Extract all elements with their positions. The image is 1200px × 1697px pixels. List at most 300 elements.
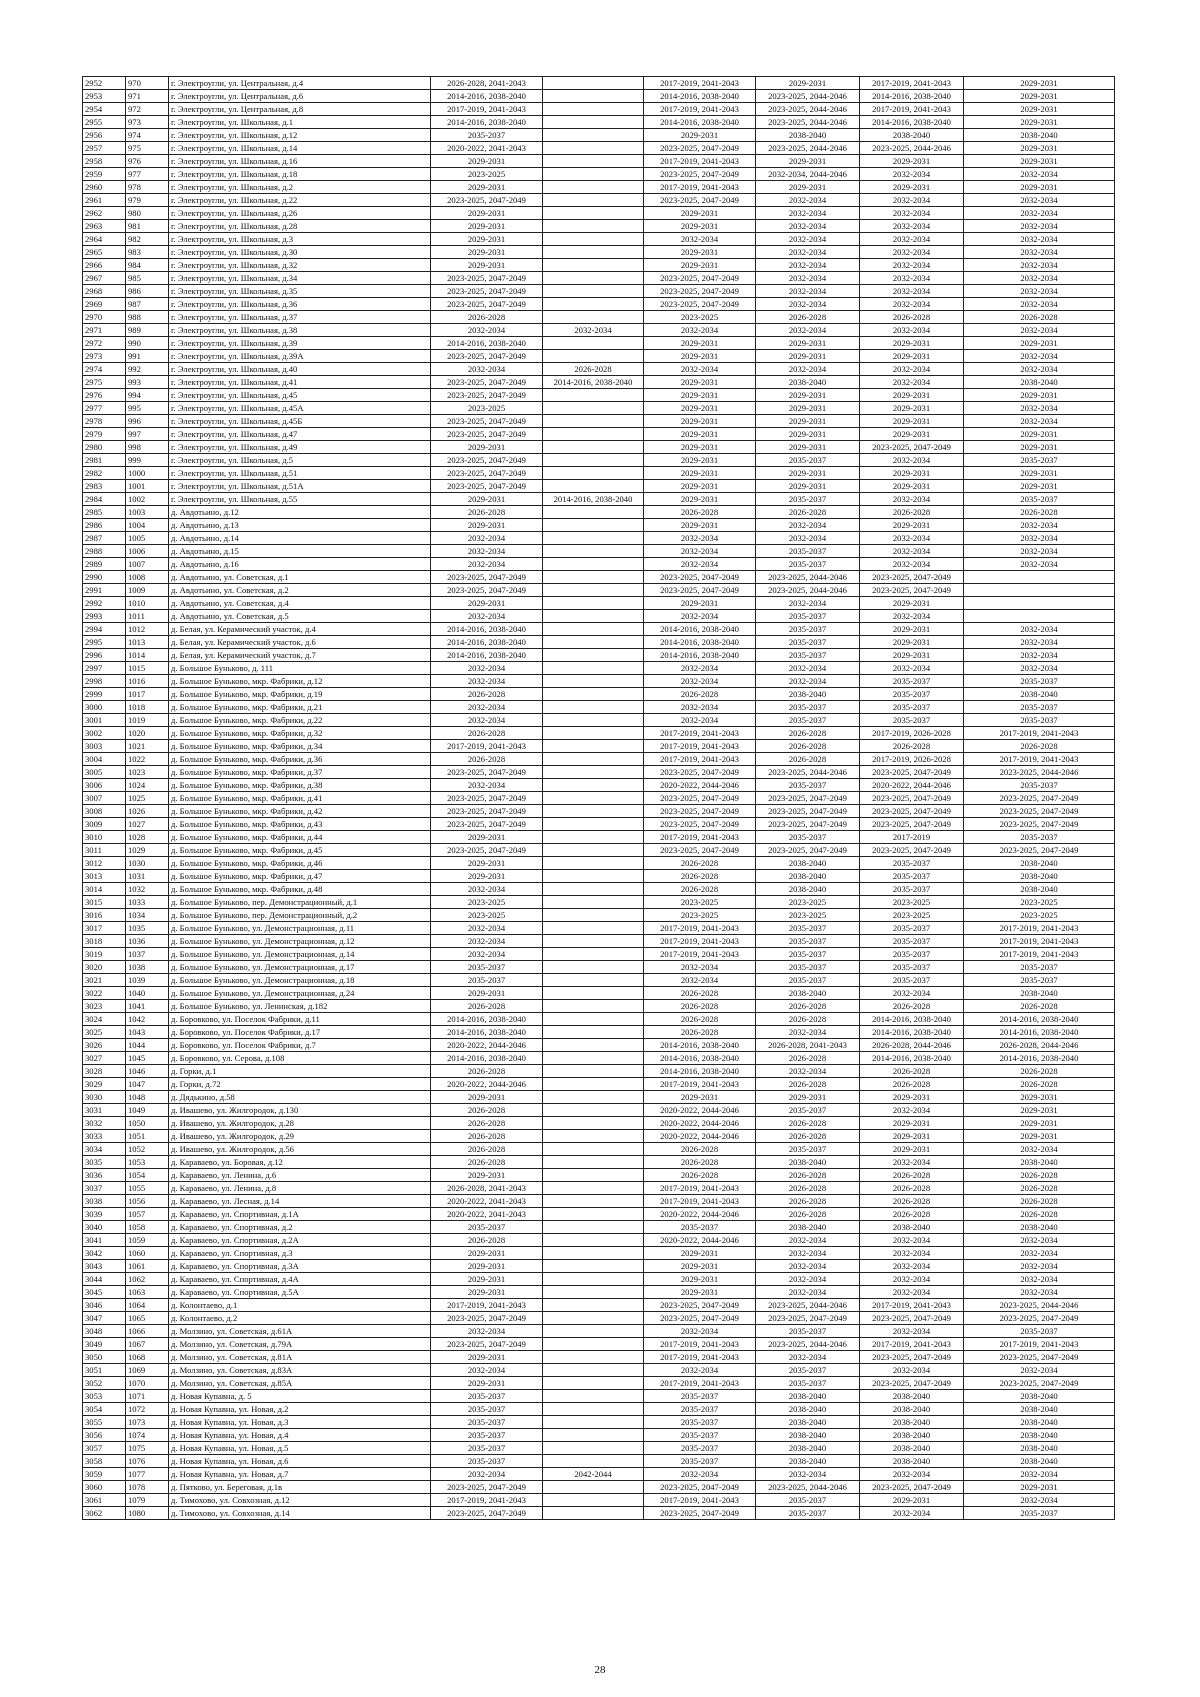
table-cell-p5: 2032-2034 [860, 1468, 964, 1481]
table-row [83, 727, 1115, 740]
table-cell-p5: 2029-2031 [860, 1494, 964, 1507]
table-row [83, 870, 1115, 883]
table-cell-p3: 2017-2019, 2041-2043 [644, 831, 756, 844]
table-cell-p1: 2026-2028 [431, 727, 543, 740]
table-cell-p4: 2026-2028 [756, 1117, 860, 1130]
table-cell-p4: 2029-2031 [756, 480, 860, 493]
table-cell-address: д. Боровково, ул. Поселок Фабрики, д.17 [169, 1026, 431, 1039]
table-cell-no: 3053 [83, 1390, 126, 1403]
table-cell-p1: 2014-2016, 2038-2040 [431, 90, 543, 103]
table-cell-no: 2972 [83, 337, 126, 350]
table-cell-address: г. Электроугли, ул. Школьная, д.37 [169, 311, 431, 324]
table-cell-p4: 2032-2034 [756, 194, 860, 207]
table-cell-p6: 2038-2040 [964, 1221, 1115, 1234]
table-cell-p5: 2029-2031 [860, 402, 964, 415]
table-row [83, 922, 1115, 935]
table-cell-p3: 2032-2034 [644, 701, 756, 714]
table-cell-id: 994 [126, 389, 169, 402]
table-cell-p3: 2029-2031 [644, 389, 756, 402]
table-cell-p1: 2032-2034 [431, 1468, 543, 1481]
table-cell-no: 2960 [83, 181, 126, 194]
table-cell-p6: 2023-2025 [964, 896, 1115, 909]
table-cell-p6: 2032-2034 [964, 324, 1115, 337]
table-cell-p2 [543, 311, 644, 324]
table-cell-p3: 2026-2028 [644, 506, 756, 519]
table-cell-p4: 2026-2028 [756, 1208, 860, 1221]
table-cell-id: 1037 [126, 948, 169, 961]
table-cell-address: д. Тимохово, ул. Совхозная, д.14 [169, 1507, 431, 1520]
table-cell-p3: 2029-2031 [644, 428, 756, 441]
table-cell-id: 1060 [126, 1247, 169, 1260]
table-cell-p2 [543, 506, 644, 519]
table-cell-p1: 2023-2025, 2047-2049 [431, 805, 543, 818]
table-cell-p3: 2014-2016, 2038-2040 [644, 1039, 756, 1052]
table-cell-p3: 2026-2028 [644, 870, 756, 883]
table-cell-p5: 2038-2040 [860, 1221, 964, 1234]
table-row [83, 415, 1115, 428]
table-cell-p1: 2023-2025, 2047-2049 [431, 844, 543, 857]
table-cell-p1: 2026-2028 [431, 1143, 543, 1156]
table-cell-p5: 2023-2025, 2044-2046 [860, 142, 964, 155]
table-cell-p5: 2029-2031 [860, 467, 964, 480]
table-cell-p5: 2023-2025, 2047-2049 [860, 1351, 964, 1364]
table-cell-p5: 2032-2034 [860, 298, 964, 311]
table-cell-p4: 2023-2025, 2044-2046 [756, 103, 860, 116]
table-row [83, 805, 1115, 818]
table-cell-p2: 2014-2016, 2038-2040 [543, 493, 644, 506]
table-cell-p5: 2032-2034 [860, 454, 964, 467]
table-cell-id: 1057 [126, 1208, 169, 1221]
table-cell-p4: 2035-2037 [756, 610, 860, 623]
table-cell-p2 [543, 922, 644, 935]
table-cell-p3: 2032-2034 [644, 974, 756, 987]
table-cell-p2 [543, 883, 644, 896]
table-row [83, 1026, 1115, 1039]
table-cell-address: г. Электроугли, ул. Школьная, д.22 [169, 194, 431, 207]
table-cell-p2 [543, 428, 644, 441]
table-cell-p5: 2032-2034 [860, 1286, 964, 1299]
table-cell-p2 [543, 194, 644, 207]
table-cell-p3: 2020-2022, 2044-2046 [644, 1234, 756, 1247]
table-cell-address: д. Новая Купавна, ул. Новая, д.4 [169, 1429, 431, 1442]
table-cell-address: д. Новая Купавна, ул. Новая, д.6 [169, 1455, 431, 1468]
table-row [83, 467, 1115, 480]
table-cell-p3: 2023-2025 [644, 311, 756, 324]
table-cell-p3: 2029-2031 [644, 519, 756, 532]
table-cell-p4: 2038-2040 [756, 688, 860, 701]
table-cell-p1: 2035-2037 [431, 1429, 543, 1442]
table-cell-p6: 2032-2034 [964, 532, 1115, 545]
table-cell-no: 3001 [83, 714, 126, 727]
table-cell-p1: 2023-2025, 2047-2049 [431, 194, 543, 207]
table-cell-no: 3059 [83, 1468, 126, 1481]
table-cell-p1: 2035-2037 [431, 1403, 543, 1416]
table-cell-p3: 2023-2025, 2047-2049 [644, 272, 756, 285]
table-cell-p4: 2032-2034 [756, 220, 860, 233]
table-cell-address: д. Большое Буньково, мкр. Фабрики, д.34 [169, 740, 431, 753]
table-cell-no: 3022 [83, 987, 126, 1000]
table-cell-p3: 2014-2016, 2038-2040 [644, 649, 756, 662]
table-cell-p1: 2014-2016, 2038-2040 [431, 116, 543, 129]
table-cell-no: 2976 [83, 389, 126, 402]
table-row [83, 935, 1115, 948]
table-cell-id: 981 [126, 220, 169, 233]
table-cell-p6: 2032-2034 [964, 662, 1115, 675]
table-cell-p4: 2029-2031 [756, 428, 860, 441]
table-cell-p4: 2026-2028 [756, 727, 860, 740]
table-cell-id: 996 [126, 415, 169, 428]
table-cell-p2 [543, 272, 644, 285]
table-cell-p2 [543, 246, 644, 259]
table-cell-address: д. Колонтаево, д.2 [169, 1312, 431, 1325]
table-cell-p3: 2035-2037 [644, 1416, 756, 1429]
table-cell-p5: 2032-2034 [860, 1104, 964, 1117]
table-cell-p1: 2032-2034 [431, 532, 543, 545]
table-cell-p3: 2032-2034 [644, 662, 756, 675]
table-cell-p2 [543, 766, 644, 779]
table-row [83, 571, 1115, 584]
table-cell-p6: 2032-2034 [964, 623, 1115, 636]
table-cell-p2 [543, 142, 644, 155]
table-cell-p1: 2029-2031 [431, 1377, 543, 1390]
table-cell-no: 3026 [83, 1039, 126, 1052]
table-cell-p2 [543, 233, 644, 246]
table-cell-id: 1041 [126, 1000, 169, 1013]
table-cell-p2 [543, 753, 644, 766]
table-cell-p6: 2023-2025, 2044-2046 [964, 766, 1115, 779]
table-cell-p5: 2035-2037 [860, 714, 964, 727]
table-cell-p4: 2026-2028 [756, 1078, 860, 1091]
table-cell-p4: 2032-2034 [756, 1026, 860, 1039]
table-cell-p4: 2032-2034 [756, 1286, 860, 1299]
table-cell-p2 [543, 1442, 644, 1455]
table-row [83, 402, 1115, 415]
table-cell-p5: 2032-2034 [860, 987, 964, 1000]
table-cell-id: 1058 [126, 1221, 169, 1234]
table-cell-p1: 2029-2031 [431, 597, 543, 610]
table-cell-p1: 2014-2016, 2038-2040 [431, 337, 543, 350]
table-cell-p2 [543, 1013, 644, 1026]
table-cell-p5: 2029-2031 [860, 337, 964, 350]
table-cell-p2 [543, 1156, 644, 1169]
table-row [83, 688, 1115, 701]
table-cell-address: г. Электроугли, ул. Центральная, д.4 [169, 77, 431, 90]
table-row [83, 454, 1115, 467]
table-cell-no: 3062 [83, 1507, 126, 1520]
table-cell-p5: 2014-2016, 2038-2040 [860, 90, 964, 103]
table-cell-id: 1062 [126, 1273, 169, 1286]
table-cell-p1: 2035-2037 [431, 1221, 543, 1234]
table-cell-p5: 2035-2037 [860, 961, 964, 974]
table-cell-p1: 2032-2034 [431, 922, 543, 935]
table-cell-p6: 2038-2040 [964, 1403, 1115, 1416]
table-cell-p6: 2029-2031 [964, 441, 1115, 454]
table-cell-p5: 2029-2031 [860, 1117, 964, 1130]
table-cell-p5: 2026-2028 [860, 1169, 964, 1182]
table-cell-p4: 2035-2037 [756, 961, 860, 974]
table-cell-p1: 2029-2031 [431, 259, 543, 272]
table-cell-p2 [543, 1351, 644, 1364]
table-cell-p4: 2032-2034 [756, 285, 860, 298]
table-cell-p2 [543, 1299, 644, 1312]
table-cell-address: д. Большое Буньково, ул. Ленинская, д.182 [169, 1000, 431, 1013]
table-row [83, 1039, 1115, 1052]
table-cell-no: 2955 [83, 116, 126, 129]
table-cell-p1: 2023-2025 [431, 168, 543, 181]
table-cell-p1: 2029-2031 [431, 831, 543, 844]
table-cell-p4: 2032-2034 [756, 1468, 860, 1481]
table-row [83, 753, 1115, 766]
table-cell-p6: 2032-2034 [964, 220, 1115, 233]
table-cell-id: 1068 [126, 1351, 169, 1364]
table-cell-p5: 2017-2019, 2041-2043 [860, 1338, 964, 1351]
table-cell-address: д. Большое Буньково, д. 111 [169, 662, 431, 675]
table-row [83, 1260, 1115, 1273]
table-cell-p3: 2029-2031 [644, 415, 756, 428]
table-cell-p2 [543, 1377, 644, 1390]
table-cell-p5: 2032-2034 [860, 610, 964, 623]
table-cell-p5: 2029-2031 [860, 519, 964, 532]
table-cell-p5: 2038-2040 [860, 129, 964, 142]
table-cell-p1: 2023-2025 [431, 402, 543, 415]
table-row [83, 1143, 1115, 1156]
table-row [83, 584, 1115, 597]
table-cell-no: 3032 [83, 1117, 126, 1130]
table-cell-no: 2984 [83, 493, 126, 506]
table-cell-p1: 2023-2025, 2047-2049 [431, 1338, 543, 1351]
table-cell-p5: 2038-2040 [860, 1429, 964, 1442]
table-cell-p2 [543, 441, 644, 454]
table-cell-address: д. Большое Буньково, мкр. Фабрики, д.37 [169, 766, 431, 779]
table-cell-p6: 2035-2037 [964, 1325, 1115, 1338]
table-cell-address: д. Новая Купавна, ул. Новая, д.3 [169, 1416, 431, 1429]
table-cell-address: г. Электроугли, ул. Школьная, д.39А [169, 350, 431, 363]
table-cell-p3: 2017-2019, 2041-2043 [644, 922, 756, 935]
table-cell-p2 [543, 1208, 644, 1221]
table-cell-p4: 2035-2037 [756, 1507, 860, 1520]
table-cell-p4: 2032-2034 [756, 259, 860, 272]
table-cell-address: д. Молзино, ул. Советская, д.85А [169, 1377, 431, 1390]
table-row [83, 610, 1115, 623]
table-cell-p1: 2020-2022, 2044-2046 [431, 1039, 543, 1052]
table-cell-p4: 2026-2028 [756, 1013, 860, 1026]
table-cell-id: 1055 [126, 1182, 169, 1195]
table-cell-p2 [543, 519, 644, 532]
table-cell-p4: 2038-2040 [756, 1156, 860, 1169]
table-cell-p3: 2035-2037 [644, 1442, 756, 1455]
table-row [83, 1442, 1115, 1455]
table-cell-address: д. Караваево, ул. Боровая, д.12 [169, 1156, 431, 1169]
table-row [83, 1234, 1115, 1247]
table-cell-p6: 2035-2037 [964, 493, 1115, 506]
table-cell-id: 1035 [126, 922, 169, 935]
table-cell-no: 3057 [83, 1442, 126, 1455]
table-cell-p6 [964, 597, 1115, 610]
table-cell-p6: 2035-2037 [964, 675, 1115, 688]
table-cell-id: 1032 [126, 883, 169, 896]
table-cell-p4: 2032-2034 [756, 519, 860, 532]
table-cell-address: д. Караваево, ул. Спортивная, д.4А [169, 1273, 431, 1286]
table-cell-address: д. Авдотьино, ул. Советская, д.4 [169, 597, 431, 610]
table-cell-id: 1075 [126, 1442, 169, 1455]
table-cell-id: 1022 [126, 753, 169, 766]
table-cell-p1: 2023-2025, 2047-2049 [431, 571, 543, 584]
table-row [83, 1403, 1115, 1416]
table-cell-no: 2968 [83, 285, 126, 298]
table-cell-no: 3054 [83, 1403, 126, 1416]
table-cell-p5: 2032-2034 [860, 168, 964, 181]
table-cell-id: 1027 [126, 818, 169, 831]
table-cell-id: 975 [126, 142, 169, 155]
table-cell-address: г. Электроугли, ул. Школьная, д.32 [169, 259, 431, 272]
table-cell-p1: 2023-2025, 2047-2049 [431, 480, 543, 493]
table-cell-p1: 2023-2025, 2047-2049 [431, 454, 543, 467]
table-cell-p3: 2026-2028 [644, 1156, 756, 1169]
table-cell-p6: 2032-2034 [964, 402, 1115, 415]
table-cell-id: 997 [126, 428, 169, 441]
table-row [83, 662, 1115, 675]
table-cell-p3: 2032-2034 [644, 532, 756, 545]
table-cell-p1: 2029-2031 [431, 870, 543, 883]
table-cell-p3: 2017-2019, 2041-2043 [644, 948, 756, 961]
table-cell-id: 1014 [126, 649, 169, 662]
table-cell-p6: 2017-2019, 2041-2043 [964, 948, 1115, 961]
table-cell-id: 1059 [126, 1234, 169, 1247]
table-cell-p5: 2032-2034 [860, 207, 964, 220]
table-cell-p4: 2038-2040 [756, 1403, 860, 1416]
table-cell-p5: 2035-2037 [860, 883, 964, 896]
table-cell-address: г. Электроугли, ул. Школьная, д.55 [169, 493, 431, 506]
table-cell-p5: 2032-2034 [860, 220, 964, 233]
table-row [83, 1299, 1115, 1312]
table-cell-p1: 2029-2031 [431, 233, 543, 246]
table-cell-address: г. Электроугли, ул. Школьная, д.1 [169, 116, 431, 129]
table-row [83, 1078, 1115, 1091]
table-cell-id: 1061 [126, 1260, 169, 1273]
table-cell-address: д. Колонтаево, д.1 [169, 1299, 431, 1312]
table-cell-p2 [543, 649, 644, 662]
table-cell-p4: 2032-2034 [756, 1247, 860, 1260]
table-cell-p6: 2032-2034 [964, 1143, 1115, 1156]
table-cell-p5: 2014-2016, 2038-2040 [860, 1052, 964, 1065]
table-row [83, 974, 1115, 987]
table-cell-p6: 2026-2028 [964, 1169, 1115, 1182]
table-cell-address: г. Электроугли, ул. Школьная, д.40 [169, 363, 431, 376]
table-cell-p3: 2014-2016, 2038-2040 [644, 636, 756, 649]
table-cell-address: г. Электроугли, ул. Школьная, д.51 [169, 467, 431, 480]
table-cell-address: г. Электроугли, ул. Школьная, д.28 [169, 220, 431, 233]
table-cell-id: 1003 [126, 506, 169, 519]
table-cell-address: д. Тимохово, ул. Совхозная, д.12 [169, 1494, 431, 1507]
table-row [83, 506, 1115, 519]
table-cell-p5: 2032-2034 [860, 246, 964, 259]
table-cell-p5: 2023-2025, 2047-2049 [860, 792, 964, 805]
table-cell-p6: 2026-2028 [964, 1065, 1115, 1078]
table-cell-p6: 2035-2037 [964, 714, 1115, 727]
table-cell-p3: 2029-2031 [644, 246, 756, 259]
table-cell-p6: 2017-2019, 2041-2043 [964, 922, 1115, 935]
table-cell-p4: 2029-2031 [756, 467, 860, 480]
table-cell-p1: 2029-2031 [431, 493, 543, 506]
table-cell-id: 1053 [126, 1156, 169, 1169]
table-cell-id: 1024 [126, 779, 169, 792]
table-cell-p3: 2023-2025, 2047-2049 [644, 1312, 756, 1325]
table-cell-p1: 2032-2034 [431, 1364, 543, 1377]
table-cell-no: 3014 [83, 883, 126, 896]
table-row [83, 376, 1115, 389]
table-cell-p2 [543, 831, 644, 844]
table-cell-no: 2954 [83, 103, 126, 116]
table-cell-p2 [543, 1026, 644, 1039]
table-cell-no: 3017 [83, 922, 126, 935]
table-cell-p2 [543, 298, 644, 311]
table-cell-id: 1025 [126, 792, 169, 805]
table-cell-p3: 2014-2016, 2038-2040 [644, 623, 756, 636]
table-cell-no: 2973 [83, 350, 126, 363]
table-cell-p3: 2029-2031 [644, 402, 756, 415]
table-cell-no: 2980 [83, 441, 126, 454]
table-cell-no: 2985 [83, 506, 126, 519]
table-row [83, 779, 1115, 792]
table-cell-p5: 2029-2031 [860, 428, 964, 441]
table-cell-p3: 2017-2019, 2041-2043 [644, 181, 756, 194]
table-cell-p3: 2017-2019, 2041-2043 [644, 1182, 756, 1195]
table-cell-p6 [964, 610, 1115, 623]
table-cell-p3: 2032-2034 [644, 545, 756, 558]
table-cell-p4: 2032-2034 [756, 597, 860, 610]
schedule-table [82, 76, 1115, 1520]
table-cell-id: 977 [126, 168, 169, 181]
table-cell-p2 [543, 1260, 644, 1273]
table-cell-p1: 2020-2022, 2041-2043 [431, 1208, 543, 1221]
table-row [83, 558, 1115, 571]
table-row [83, 1286, 1115, 1299]
table-cell-id: 1078 [126, 1481, 169, 1494]
table-cell-no: 3008 [83, 805, 126, 818]
table-cell-p5: 2032-2034 [860, 259, 964, 272]
table-cell-id: 1071 [126, 1390, 169, 1403]
table-cell-p1: 2032-2034 [431, 1325, 543, 1338]
table-cell-p3: 2029-2031 [644, 480, 756, 493]
table-cell-no: 3049 [83, 1338, 126, 1351]
table-cell-p1: 2023-2025, 2047-2049 [431, 428, 543, 441]
table-cell-address: д. Авдотьино, д.14 [169, 532, 431, 545]
table-cell-address: д. Большое Буньково, мкр. Фабрики, д.32 [169, 727, 431, 740]
table-cell-p4: 2032-2034 [756, 324, 860, 337]
table-cell-no: 2969 [83, 298, 126, 311]
table-cell-p6: 2035-2037 [964, 454, 1115, 467]
table-row [83, 324, 1115, 337]
table-cell-p3: 2023-2025, 2047-2049 [644, 805, 756, 818]
table-cell-p2 [543, 1416, 644, 1429]
table-cell-p4: 2023-2025, 2044-2046 [756, 766, 860, 779]
table-row [83, 1494, 1115, 1507]
table-cell-p5: 2026-2028 [860, 1182, 964, 1195]
table-cell-id: 1051 [126, 1130, 169, 1143]
table-cell-p1: 2029-2031 [431, 1286, 543, 1299]
table-cell-p1: 2035-2037 [431, 974, 543, 987]
table-cell-p5: 2035-2037 [860, 701, 964, 714]
table-cell-p2 [543, 454, 644, 467]
table-row [83, 129, 1115, 142]
table-cell-p6: 2032-2034 [964, 350, 1115, 363]
table-cell-p4: 2023-2025, 2044-2046 [756, 1299, 860, 1312]
table-cell-p6: 2026-2028 [964, 1195, 1115, 1208]
table-cell-p6: 2038-2040 [964, 1429, 1115, 1442]
table-cell-address: д. Большое Буньково, мкр. Фабрики, д.42 [169, 805, 431, 818]
table-cell-id: 1069 [126, 1364, 169, 1377]
table-cell-p3: 2029-2031 [644, 1260, 756, 1273]
